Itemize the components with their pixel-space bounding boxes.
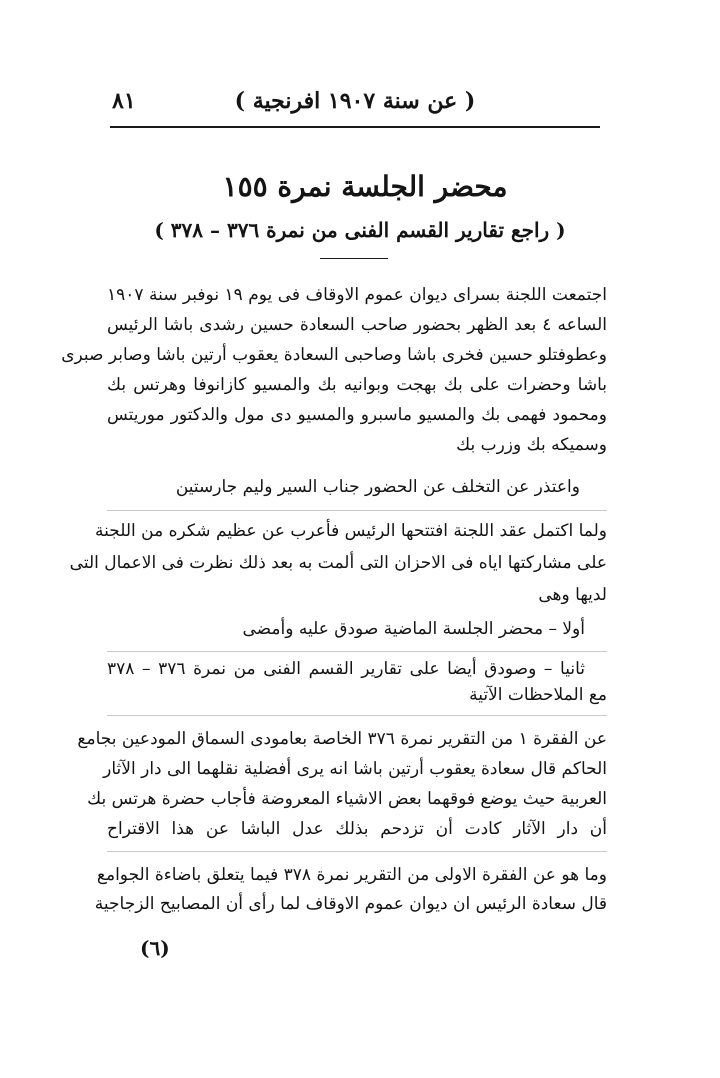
paragraph-separator	[107, 851, 607, 852]
paragraph-6-line: عن الفقرة ١ من التقرير نمرة ٣٧٦ الخاصة بعامودى السماق المودعين بجامع	[77, 729, 607, 749]
paragraph-5-line: مع الملاحظات الآتية	[469, 685, 607, 705]
page-number: ٨١	[112, 88, 136, 114]
paragraph-separator	[107, 651, 607, 652]
paragraph-1-line: الساعه ٤ بعد الظهر بحضور صاحب السعادة حسين رشدى باشا الرئيس	[107, 315, 607, 335]
running-header-title: ( عن سنة ١٩٠٧ افرنجية )	[234, 88, 476, 114]
paragraph-6-line: العربية حيث يوضع فوقهما بعض الاشياء المعروضة فأجاب حضرة هرتس بك	[87, 789, 607, 809]
paragraph-separator	[107, 715, 607, 716]
paragraph-2-line: واعتذر عن التخلف عن الحضور جناب السير وليم جارستين	[175, 477, 580, 497]
paragraph-1-line: وسميكه بك وزرب بك	[456, 435, 607, 455]
paragraph-1-line: اجتمعت اللجنة بسراى ديوان عموم الاوقاف فى يوم ١٩ نوفبر سنة ١٩٠٧	[107, 285, 607, 305]
paragraph-1-line: وعطوفتلو حسين فخرى باشا وصاحبى السعادة يعقوب أرتين باشا وصابر صبرى	[61, 345, 607, 365]
paragraph-7-line: قال سعادة الرئيس ان ديوان عموم الاوقاف لما رأى أن المصابيح الزجاجية	[94, 894, 607, 914]
session-title: محضر الجلسة نمرة ١٥٥	[222, 170, 508, 203]
session-subtitle: ( راجع تقارير القسم الفنى من نمرة ٣٧٦ – ٣٧٨ )	[154, 218, 566, 242]
paragraph-6-line: الحاكم قال سعادة يعقوب أرتين باشا انه يرى أفضلية نقلهما الى دار الآثار	[103, 759, 607, 779]
running-header	[110, 86, 600, 128]
paragraph-3-line: ولما اكتمل عقد اللجنة افتتحها الرئيس فأعرب عن عظيم شكره من اللجنة	[95, 521, 607, 541]
paragraph-7-line: وما هو عن الفقرة الاولى من التقرير نمرة ٣٧٨ فيما يتعلق باضاءة الجوامع	[96, 865, 607, 885]
paragraph-3-line: لديها وهى	[538, 585, 607, 605]
title-underline	[320, 258, 388, 259]
paragraph-1-line: ومحمود فهمى بك والمسيو ماسبرو والمسيو دى مول والدكتور موريتس	[107, 405, 607, 425]
signature-number: (٦)	[140, 936, 170, 960]
paragraph-separator	[107, 510, 607, 511]
paragraph-1-line: باشا وحضرات على بك بهجت وبوانيه بك والمسيو كازانوفا وهرتس بك	[107, 375, 607, 395]
paragraph-6-line: أن دار الآثار كادت أن تزدحم بذلك عدل الباشا عن هذا الاقتراح	[107, 819, 607, 839]
paragraph-5-line: ثانيا – وصودق أيضا على تقارير القسم الفنى من نمرة ٣٧٦ – ٣٧٨	[107, 659, 585, 679]
paragraph-3-line: على مشاركتها اياه فى الاحزان التى ألمت به بعد ذلك نظرت فى الاعمال التى	[69, 553, 607, 573]
paragraph-4-line: أولا – محضر الجلسة الماضية صودق عليه وأمضى	[242, 619, 585, 639]
